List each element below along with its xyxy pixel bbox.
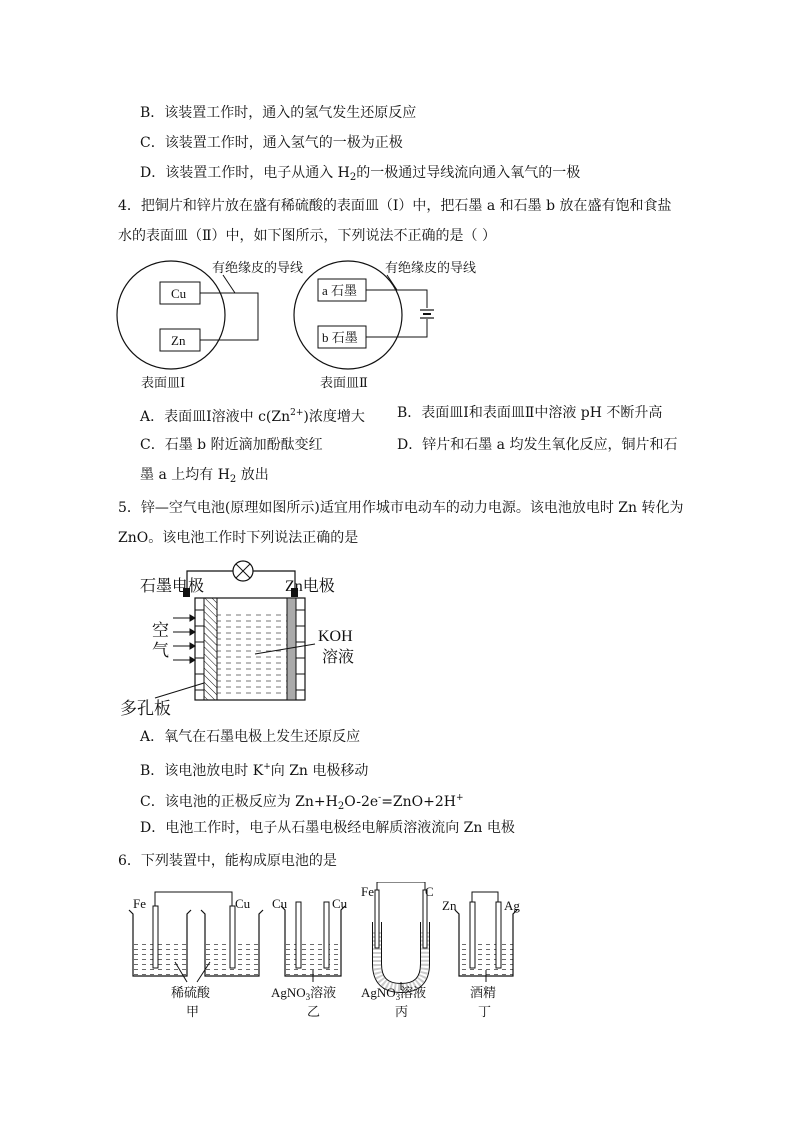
cu-label-jia: Cu <box>235 896 251 911</box>
koh-label-1: KOH <box>318 628 353 645</box>
koh-label-2: 溶液 <box>322 649 355 666</box>
graphite-b-label: b 石墨 <box>322 330 358 345</box>
q3-option-d: D．该装置工作时，电子从通入 $H_2$的一极通过导线流向通入氧气的一极 <box>140 165 581 183</box>
q5-stem-line1: 5．锌—空气电池(原理如图所示)适宜用作城市电动车的动力电源。该电池放电时 Zn 转化为 <box>118 500 684 516</box>
q4-option-c: C．石墨 b 附近滴加酚酞变红 <box>140 437 323 453</box>
q5-stem-line2: ZnO。该电池工作时下列说法正确的是 <box>118 530 359 546</box>
q5-option-d: D．电池工作时，电子从石墨电极经电解质溶液流向 Zn 电极 <box>140 820 515 836</box>
apparatus-ding <box>442 892 520 1019</box>
label-ding: 丁 <box>478 1004 492 1019</box>
agno3-label-yi: AgNO$_3$溶液 <box>271 985 337 1002</box>
q4-figure <box>115 255 495 395</box>
dish-2-wire-label: 有绝缘皮的导线 <box>385 260 477 275</box>
graphite-a-label: a 石墨 <box>322 283 358 298</box>
q6-figure <box>125 882 525 1022</box>
zn-electrode-plate <box>287 598 296 700</box>
ag-label-ding: Ag <box>504 898 520 913</box>
fe-label-bing: Fe <box>361 884 374 899</box>
q4-option-d-continued: 墨 a 上均有 $H_2$ 放出 <box>140 467 269 485</box>
air-arrows <box>173 615 195 663</box>
label-bing: 丙 <box>395 1004 409 1019</box>
apparatus-bing <box>361 882 434 1019</box>
cu-label: Cu <box>171 286 187 301</box>
q3-option-b: B．该装置工作时，通入的氢气发生还原反应 <box>140 105 417 121</box>
cu-label-yi-right: Cu <box>332 896 348 911</box>
koh-solution <box>217 613 293 698</box>
zn-electrode-label: Zn电极 <box>285 578 335 595</box>
dish-2-pointer <box>387 275 397 290</box>
air-label-1: 空 <box>152 621 169 640</box>
cu-label-yi-left: Cu <box>272 896 288 911</box>
acid-label: 稀硫酸 <box>171 985 211 1000</box>
graphite-electrode-plate <box>204 598 217 700</box>
zn-label: Zn <box>171 333 186 348</box>
dish-2-circle <box>294 261 402 369</box>
q4-stem-line1: 4．把铜片和锌片放在盛有稀硫酸的表面皿（Ⅰ）中，把石墨 a 和石墨 b 放在盛有饱和食盐 <box>118 198 672 214</box>
dish-1-circle <box>117 261 225 369</box>
alcohol-label: 酒精 <box>470 985 497 1000</box>
dish-1-label: 表面皿Ⅰ <box>141 375 186 390</box>
q5-option-b: B．该电池放电时 K+向 Zn 电极移动 <box>140 762 369 779</box>
graphite-electrode-label: 石墨电极 <box>140 578 205 595</box>
zn-label-ding: Zn <box>442 898 457 913</box>
porous-plate-label: 多孔板 <box>120 699 171 718</box>
label-yi: 乙 <box>307 1004 321 1019</box>
fe-label-jia: Fe <box>133 896 146 911</box>
q4-option-b: B．表面皿Ⅰ和表面皿Ⅱ中溶液 pH 不断升高 <box>397 405 663 421</box>
dish-2-label: 表面皿Ⅱ <box>320 375 368 390</box>
air-label-2: 气 <box>152 641 169 660</box>
q6-stem: 6．下列装置中，能构成原电池的是 <box>118 853 337 869</box>
q5-option-a: A．氧气在石墨电极上发生还原反应 <box>140 729 361 745</box>
dish-1-wire <box>200 293 258 340</box>
q4-stem-line2: 水的表面皿（Ⅱ）中，如下图所示，下列说法不正确的是（ ） <box>118 228 496 244</box>
q5-option-c: C．该电池的正极反应为 $Zn+H_2O-2e^-=ZnO+2H^+$ <box>140 793 464 812</box>
c-label-bing: C <box>425 884 434 899</box>
dish-1-wire-label: 有绝缘皮的导线 <box>212 260 304 275</box>
apparatus-jia <box>129 892 263 1019</box>
q3-option-c: C．该装置工作时，通入氢气的一极为正极 <box>140 135 403 151</box>
dish-1-pointer <box>223 275 235 293</box>
label-jia: 甲 <box>186 1004 200 1019</box>
q4-option-d: D．锌片和石墨 a 均发生氧化反应，铜片和石 <box>397 437 678 453</box>
apparatus-yi <box>271 896 348 1019</box>
agno3-label-bing: AgNO$_3$溶液 <box>361 985 427 1002</box>
q4-option-a: A．表面皿Ⅰ溶液中 $c(Zn^{2+})$浓度增大 <box>140 408 365 425</box>
q5-figure <box>115 558 375 718</box>
